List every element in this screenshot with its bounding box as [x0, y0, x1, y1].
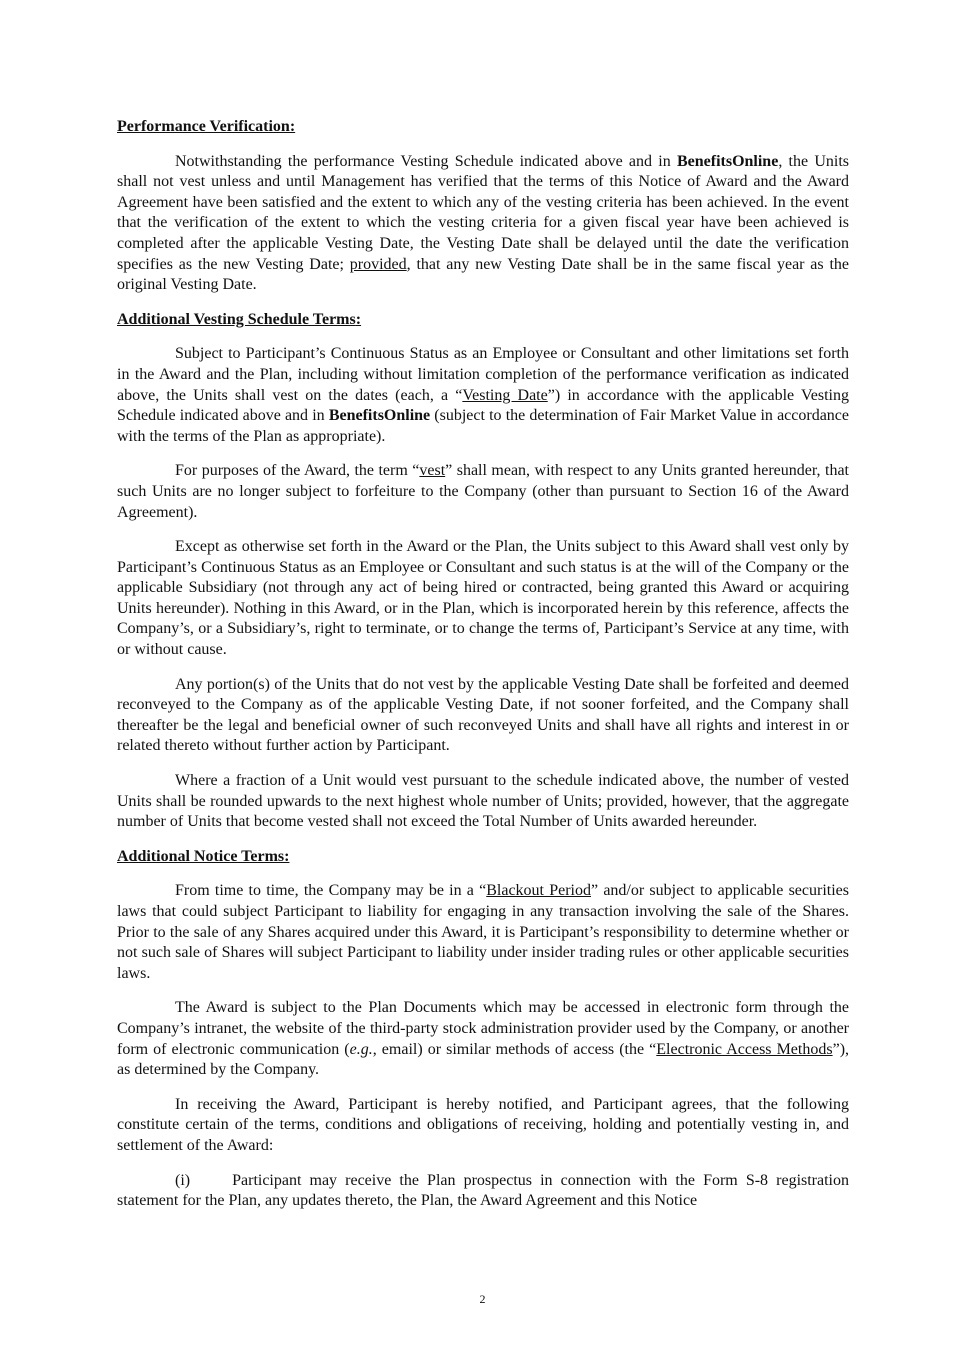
benefitsonline-term: BenefitsOnline	[676, 152, 779, 170]
vesting-paragraph-3: Except as otherwise set forth in the Award or the Plan, the Units subject to this Award shall vest only by Participant’s Continuous Status as an Employee or Consultant and such status is at the will of the Company or the applicable Subsidiary (not through any act of being hired or contracted, being granted this Award or acquiring Units hereunder). Nothing in this Award, or in the Plan, which is incorporated herein by this reference, affects the Company’s, or a Subsidiary’s, right to terminate, or to change the terms of, Participant’s Service at any time, with or without cause.	[117, 538, 849, 659]
performance-verification-paragraph: Notwithstanding the performance Vesting Schedule indicated above and in BenefitsOnline, the Units shall not vest unless and until Management has verified that the terms of this Notice of Award and the Award Agreement have been satisfied and the extent to which any of the vesting criteria has been achieved. In the event that the verification of the extent to which the vesting criteria for a given fiscal year have been achieved is completed after the applicable Vesting Date, the Vesting Date shall be delayed until the date the verification specifies as the new Vesting Date; provided, that any new Vesting Date shall be in the same fiscal year as the original Vesting Date.	[117, 152, 850, 294]
vesting-paragraph-4: Any portion(s) of the Units that do not vest by the applicable Vesting Date shall be forfeited and deemed reconveyed to the Company as of the applicable Vesting Date, if not sooner forfeited, and the Company shall thereafter be the legal and beneficial owner of such reconveyed Units and shall have all rights and interest in or related thereto without further action by Participant.	[117, 675, 849, 755]
item-number: (i)	[175, 1171, 191, 1189]
vesting-paragraph-5: Where a fraction of a Unit would vest pursuant to the schedule indicated above, the number of vested Units shall be rounded upwards to the next highest whole number of Units; provided, however, that the aggregate number of Units that become vested shall not exceed the Total Number of Units awarded hereunder.	[117, 772, 849, 831]
blackout-period-term: Blackout Period	[486, 882, 591, 900]
additional-vesting-heading: Additional Vesting Schedule Terms:	[117, 310, 362, 328]
performance-verification-heading: Performance Verification:	[117, 118, 296, 135]
notice-paragraph-1: From time to time, the Company may be in a “Blackout Period” and/or subject to applicable securities laws that could subject Participant to liability for engaging in any transaction involving the sale of the Shares. Prior to the sale of any Shares acquired under this Award, it is Participant’s responsibility to determine whether or not such sale of Shares will subject Participant to liability under insider trading rules or other applicable securities laws.	[117, 882, 849, 982]
notice-paragraph-2: The Award is subject to the Plan Documents which may be accessed in electronic form through the Company’s intranet, the website of the third-party stock administration provider used by the Company, or another form of electronic communication (e.g., email) or similar methods of access (the “Electronic Access Methods”), as determined by the Company.	[117, 999, 850, 1079]
vesting-paragraph-1: Subject to Participant’s Continuous Status as an Employee or Consultant and other limitations set forth in the Award and the Plan, including without limitation completion of the performance verification as indicated above, the Units shall vest on the dates (each, a “Vesting Date”) in accordance with the applicable Vesting Schedule indicated above and in BenefitsOnline (subject to the determination of Fair Market Value in accordance with the terms of the Plan as appropriate).	[117, 345, 850, 445]
electronic-access-methods-term: Electronic Access Methods	[656, 1040, 833, 1058]
document-page	[117, 117, 849, 1212]
additional-notice-heading: Additional Notice Terms:	[117, 847, 290, 865]
eg-term: e.g.	[349, 1040, 373, 1058]
vesting-paragraph-2: For purposes of the Award, the term “vest” shall mean, with respect to any Units granted hereunder, that such Units are no longer subject to forfeiture to the Company (other than pursuant to Section 16 of the Award Agreement).	[117, 462, 849, 521]
notice-item-i: (i) Participant may receive the Plan prospectus in connection with the Form S-8 registration statement for the Plan, any updates thereto, the Plan, the Award Agreement and this Notice	[117, 1171, 849, 1210]
page-number: 2	[479, 1292, 486, 1306]
benefitsonline-term: BenefitsOnline	[328, 407, 431, 425]
vesting-date-term: Vesting Date	[462, 386, 548, 404]
vest-term: vest	[419, 462, 446, 480]
provided-term: provided	[349, 255, 407, 273]
notice-paragraph-3: In receiving the Award, Participant is hereby notified, and Participant agrees, that the following constitute certain of the terms, conditions and obligations of receiving, holding and potentially vesting in, and settlement of the Award:	[117, 1095, 849, 1154]
